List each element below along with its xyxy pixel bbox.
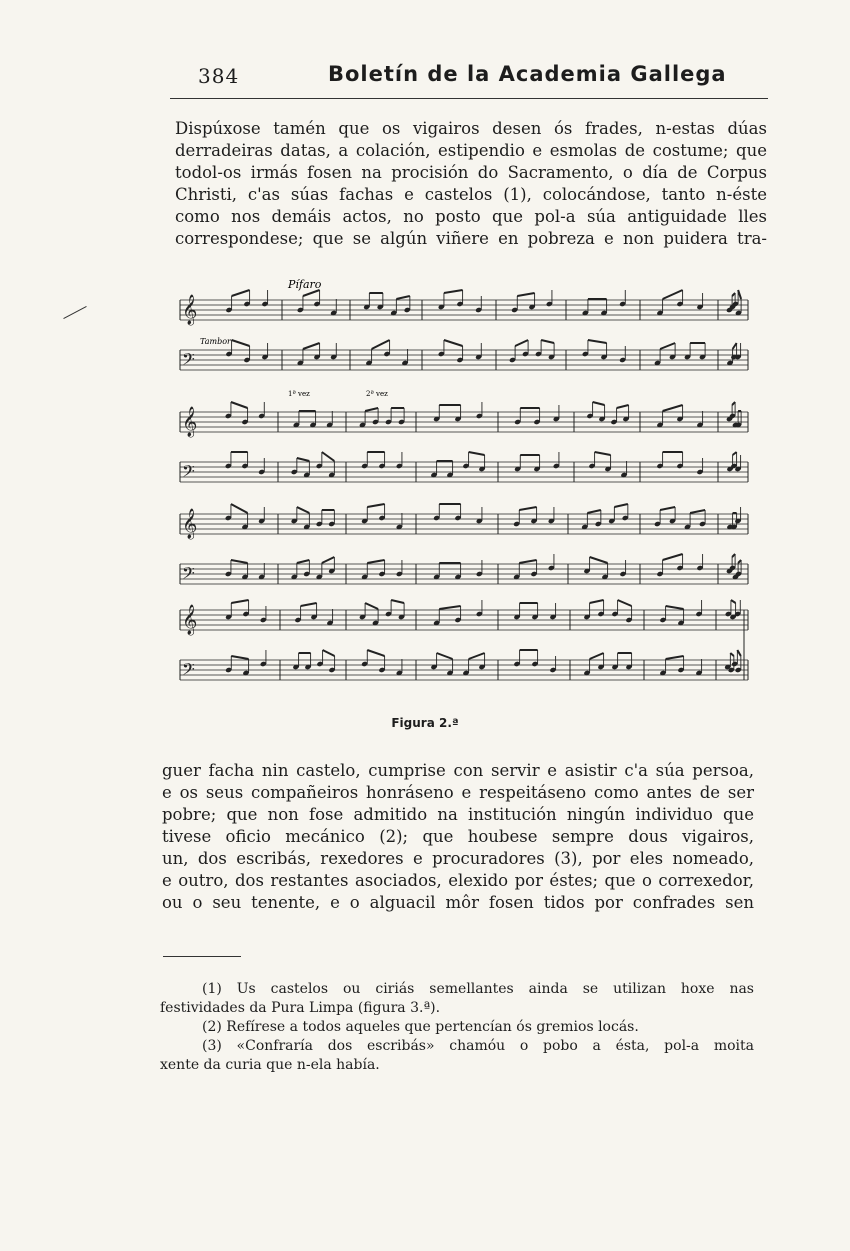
note-beam xyxy=(731,600,736,603)
note-beam xyxy=(663,290,683,299)
footnote-2: (2) Refírese a todos aqueles que pertencían ós gremios locás. xyxy=(202,1019,639,1035)
note-beam xyxy=(444,340,463,346)
note-beam xyxy=(297,458,310,461)
treble-clef-icon: 𝄞 xyxy=(182,605,198,635)
volta-marking-2: 2ª vez xyxy=(366,390,388,398)
treble-clef-icon: 𝄞 xyxy=(182,295,198,325)
bass-clef-icon: 𝄢 xyxy=(182,349,195,373)
note-beam xyxy=(519,507,536,510)
note-beam xyxy=(663,554,683,560)
note-beam xyxy=(232,290,250,296)
text-line: un, dos escribás, rexedores e procuradores (3), por eles nomeado, xyxy=(162,849,754,868)
note-beam xyxy=(323,650,335,656)
note-beam xyxy=(437,653,453,659)
bass-clef-icon: 𝄢 xyxy=(182,659,195,683)
text-line: como nos demáis actos, no posto que pol-a súa antiguidade lles xyxy=(175,207,767,226)
note-beam xyxy=(595,452,611,455)
note-beam xyxy=(301,603,317,606)
margin-mark xyxy=(63,306,86,319)
note-beam xyxy=(303,343,320,349)
note-beam xyxy=(663,405,683,411)
text-line: Dispúxose tamén que os vigairos desen ós frades, n-estas dúas xyxy=(175,119,767,138)
note-beam xyxy=(590,653,604,659)
note-beam xyxy=(231,402,248,408)
text-line: correspondese; que se algún viñere en pobreza e non puidera tra- xyxy=(175,229,767,248)
note-beam xyxy=(730,653,734,656)
note-beam xyxy=(469,452,485,455)
note-beam xyxy=(297,560,310,563)
note-beam xyxy=(614,504,628,507)
footnote-3-cont: xente da curia que n-ela había. xyxy=(160,1057,380,1073)
treble-clef-icon: 𝄞 xyxy=(182,407,198,437)
note-beam xyxy=(322,557,335,563)
figure-caption: Figura 2.ª xyxy=(391,716,459,730)
instrument-label-lower: Tambor xyxy=(200,337,231,346)
text-line: Christi, c'as súas fachas e castelos (1), colocándose, tanto n-éste xyxy=(175,185,767,204)
note-beam xyxy=(372,340,390,349)
text-line: e os seus compañeiros honráseno e respeitáseno como antes de ser xyxy=(162,783,754,802)
text-line: pobre; que non fose admitido na institución ningún individuo que xyxy=(162,805,754,824)
note-beam xyxy=(618,600,632,606)
page-number: 384 xyxy=(198,64,240,88)
note-beam xyxy=(365,408,378,411)
instrument-label-upper: Pífaro xyxy=(288,278,322,291)
paragraph-top xyxy=(175,118,767,250)
note-beam xyxy=(232,340,250,346)
text-line: ou o seu tenente, e o alguacil môr fosen tidos por confrades sen xyxy=(162,893,754,912)
note-beam xyxy=(297,507,310,513)
note-beam xyxy=(733,343,737,349)
text-line: derradeiras datas, a colación, estipendio e esmolas de costume; que xyxy=(175,141,767,160)
note-beam xyxy=(666,606,684,609)
note-beam xyxy=(367,560,384,563)
footnote-1: (1) Us castelos ou ciriás semellantes ainda se utilizan hoxe nas xyxy=(202,981,754,997)
note-beam xyxy=(666,656,684,659)
note-beam xyxy=(737,650,741,656)
note-beam xyxy=(322,452,335,461)
volta-marking-1: 1ª vez xyxy=(288,390,310,398)
footnote-rule xyxy=(163,956,241,957)
music-score-figure xyxy=(170,272,760,702)
note-beam xyxy=(444,290,463,293)
note-beam xyxy=(367,504,384,507)
note-beam xyxy=(519,560,536,563)
note-beam xyxy=(396,296,410,299)
running-title: Boletín de la Academia Gallega xyxy=(328,62,727,86)
bass-clef-icon: 𝄢 xyxy=(182,563,195,587)
note-beam xyxy=(231,600,248,603)
footnote-1-cont: festividades da Pura Limpa (figura 3.ª). xyxy=(160,1000,441,1016)
note-beam xyxy=(365,603,378,609)
footnotes xyxy=(160,980,754,1075)
note-beam xyxy=(690,510,705,513)
header-rule xyxy=(170,98,768,99)
note-beam xyxy=(588,340,607,343)
note-beam xyxy=(517,293,534,296)
note-beam xyxy=(660,343,675,349)
note-beam xyxy=(469,653,485,659)
note-beam xyxy=(367,650,384,656)
score-systems xyxy=(180,290,748,683)
page-header xyxy=(170,62,770,96)
text-line: todol-os irmás fosen na procisión do Sacramento, o día de Corpus xyxy=(175,163,767,182)
note-beam xyxy=(593,402,605,405)
note-beam xyxy=(660,507,675,510)
note-beam xyxy=(590,600,604,603)
note-beam xyxy=(391,600,404,603)
note-beam xyxy=(439,606,460,609)
text-line: e outro, dos restantes asociados, elexido por éstes; que o correxedor, xyxy=(162,871,754,890)
note-beam xyxy=(617,405,629,408)
note-beam xyxy=(590,557,608,563)
paragraph-bottom xyxy=(162,760,754,914)
note-beam xyxy=(541,340,554,343)
note-beam xyxy=(231,560,248,563)
bass-clef-icon: 𝄢 xyxy=(182,461,195,485)
note-beam xyxy=(231,656,248,659)
note-beam xyxy=(515,340,528,346)
text-line: tivese oficio mecánico (2); que houbese sempre dous vigairos, xyxy=(162,827,754,846)
text-line: guer facha nin castelo, cumprise con servir e asistir c'a súa persoa, xyxy=(162,761,754,780)
note-beam xyxy=(587,510,601,513)
footnote-3: (3) «Confraría dos escribás» chamóu o pobo a ésta, pol-a moita xyxy=(202,1038,754,1054)
treble-clef-icon: 𝄞 xyxy=(182,509,198,539)
note-beam xyxy=(231,504,248,513)
note-beam xyxy=(733,452,737,455)
